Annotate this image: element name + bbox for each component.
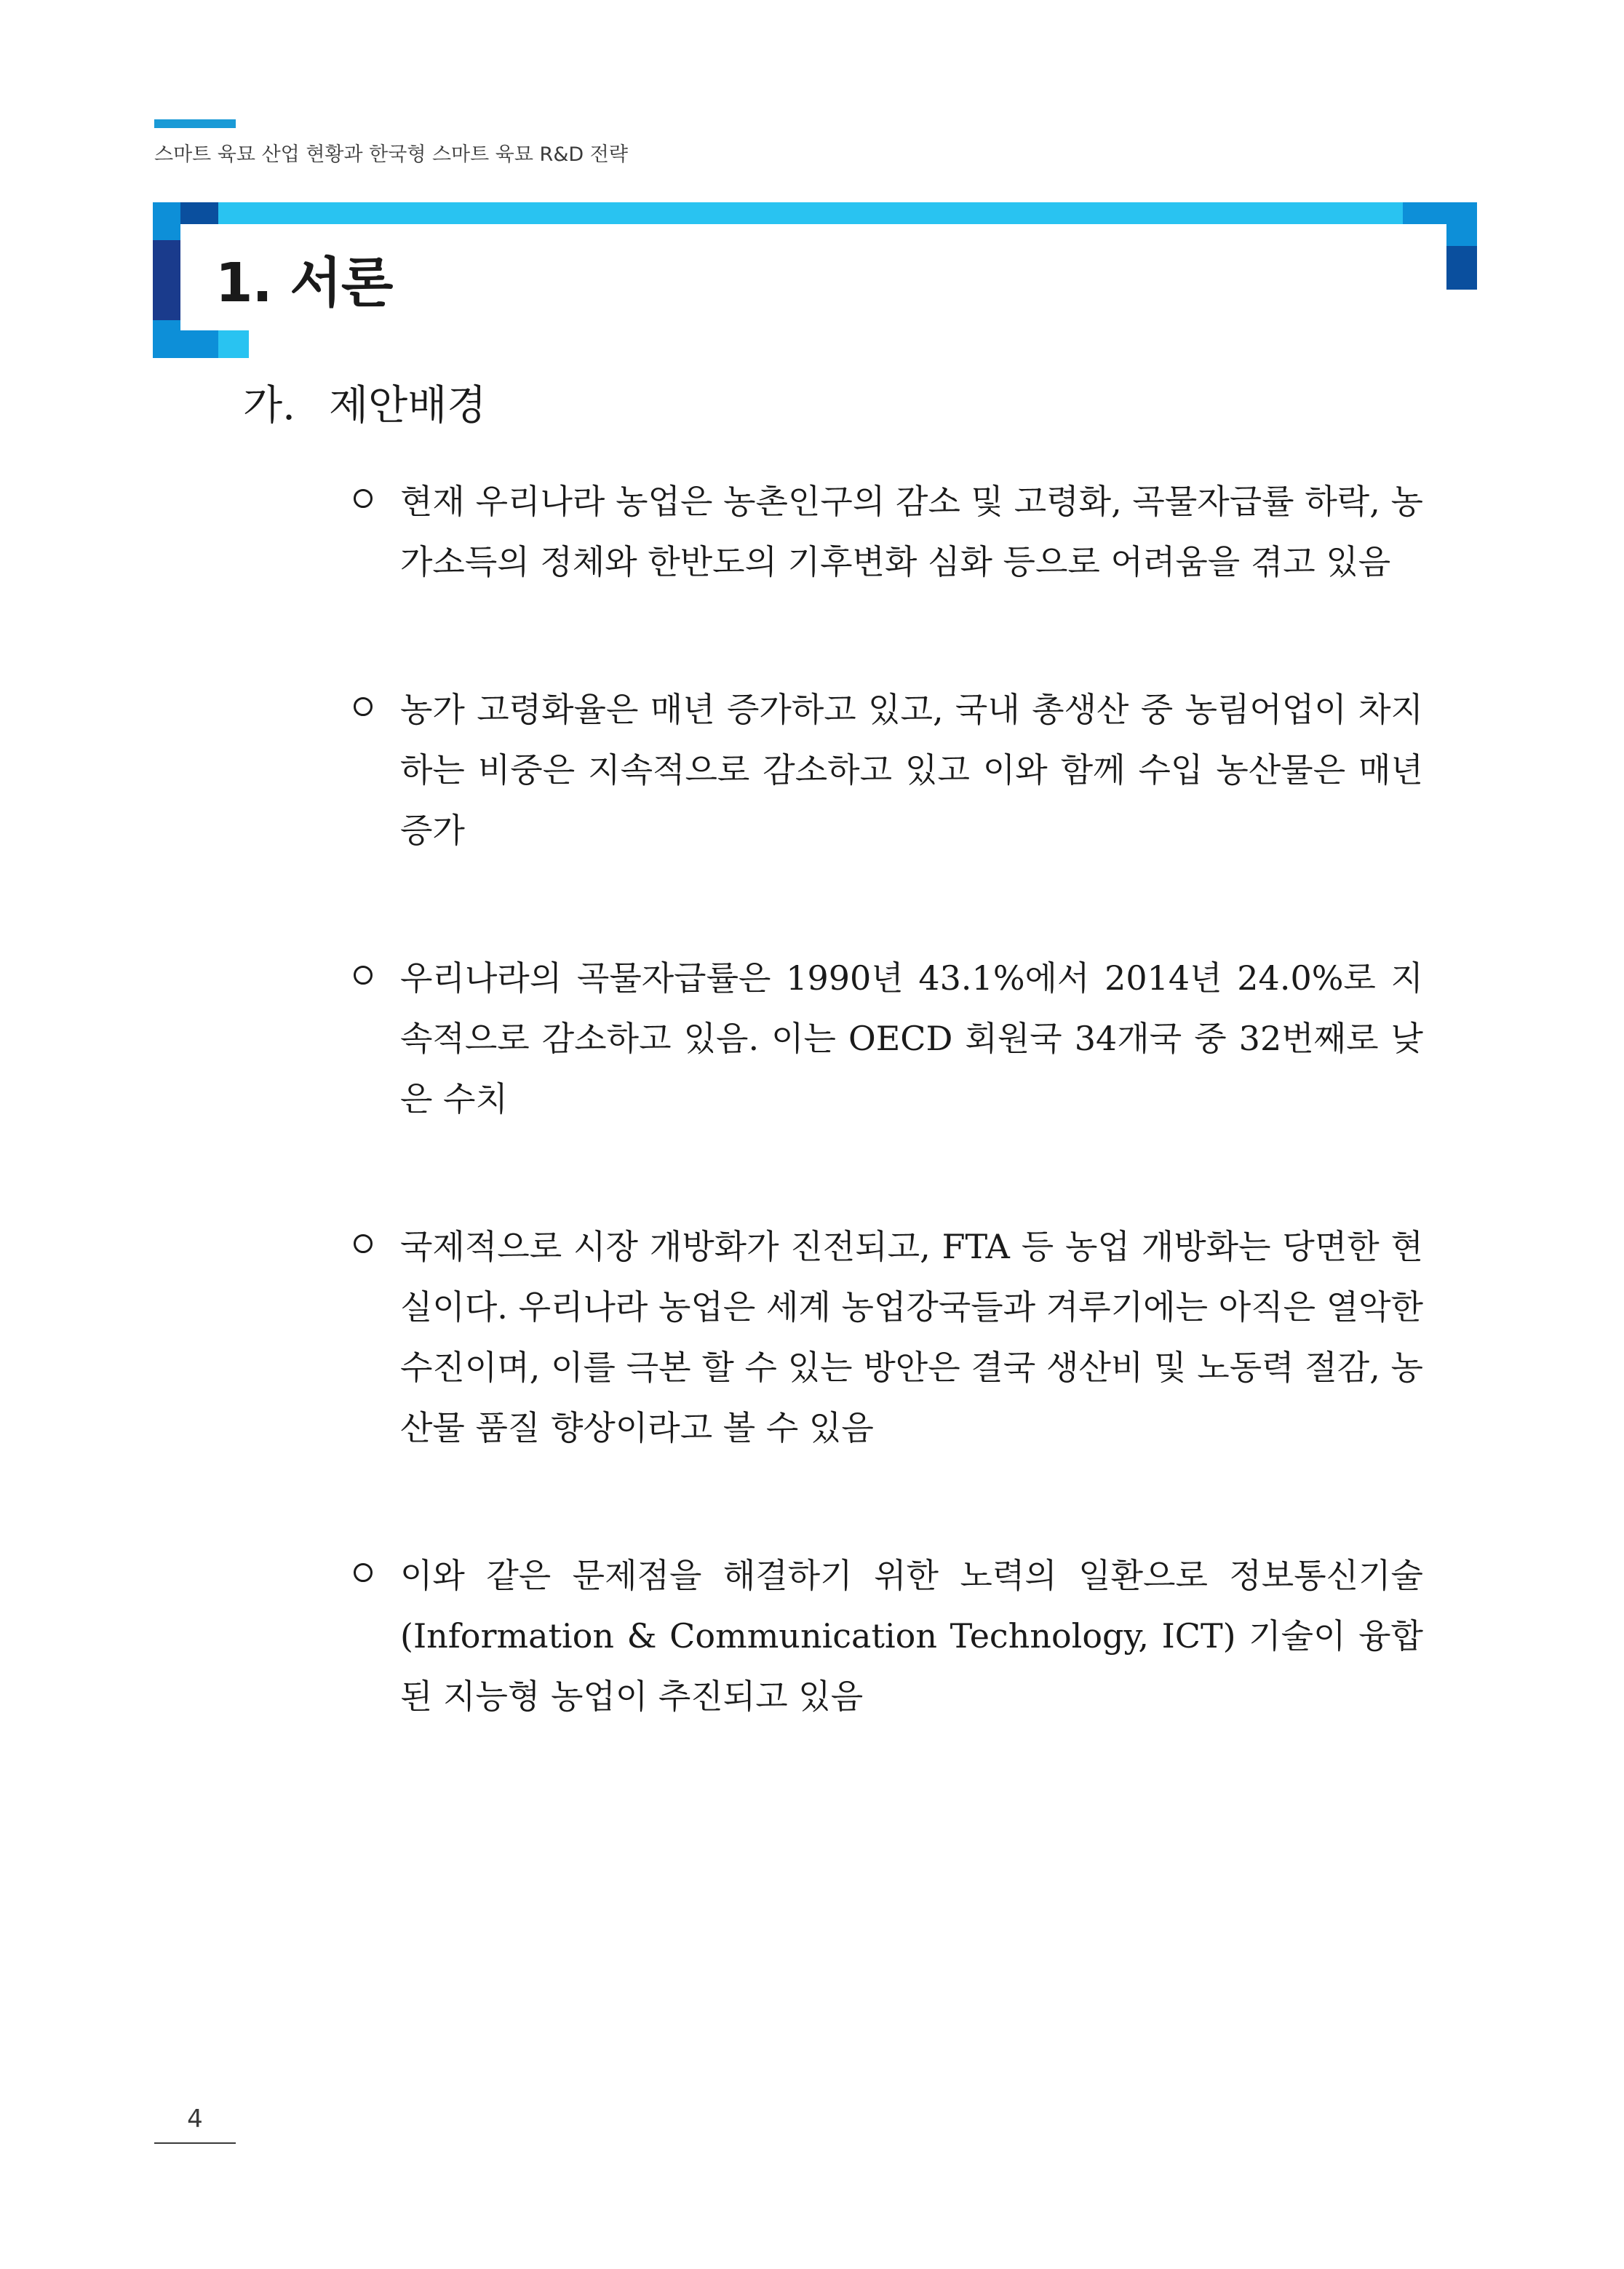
list-item — [349, 1546, 1423, 1727]
page-number-rule — [154, 2142, 236, 2144]
list-item — [349, 948, 1423, 1129]
section-number: 가. — [243, 382, 295, 429]
list-item — [349, 1217, 1423, 1458]
circle-bullet-icon — [354, 489, 373, 508]
banner-right-bar-top — [1446, 202, 1477, 246]
chapter-title: 1. 서론 — [215, 252, 393, 314]
list-item — [349, 472, 1423, 592]
section-heading — [243, 373, 486, 432]
running-header-title: 스마트 육묘 산업 현황과 한국형 스마트 육묘 R&D 전략 — [154, 143, 628, 166]
circle-bullet-icon — [354, 966, 373, 985]
bullet-text: 우리나라의 곡물자급률은 1990년 43.1%에서 2014년 24.0%로 지속적으로 감소하고 있음. 이는 OECD 회원국 34개국 중 32번째로 낮은 수치 — [400, 958, 1423, 1118]
bullet-list — [349, 472, 1423, 1727]
banner-left-bar-dark — [153, 240, 180, 320]
page-number: 4 — [187, 2105, 203, 2134]
bullet-text: 현재 우리나라 농업은 농촌인구의 감소 및 고령화, 곡물자급률 하락, 농가소득의 정체와 한반도의 기후변화 심화 등으로 어려움을 겪고 있음 — [400, 482, 1423, 581]
bullet-text: 이와 같은 문제점을 해결하기 위한 노력의 일환으로 정보통신기술(Information & Communication Technology, ICT) 기술이 융합된 지능형 농업이 추진되고 있음 — [400, 1556, 1423, 1716]
banner-bottom-bar-mid — [153, 330, 218, 358]
section-title: 제안배경 — [329, 382, 487, 429]
bullet-text: 농가 고령화율은 매년 증가하고 있고, 국내 총생산 중 농림어업이 차지하는 비중은 지속적으로 감소하고 있고 이와 함께 수입 농산물은 매년 증가 — [400, 690, 1423, 850]
circle-bullet-icon — [354, 1234, 373, 1253]
circle-bullet-icon — [354, 1563, 373, 1582]
list-item — [349, 680, 1423, 861]
bullet-text: 국제적으로 시장 개방화가 진전되고, FTA 등 농업 개방화는 당면한 현실이다. 우리나라 농업은 세계 농업강국들과 겨루기에는 아직은 열악한 수진이며, 이를 극본 할 수 있는 방안은 결국 생산비 및 노동력 절감, 농산물 품질 향상이라고 볼 수 있음 — [400, 1227, 1423, 1447]
circle-bullet-icon — [354, 697, 373, 716]
header-accent-bar — [154, 119, 236, 128]
banner-top-bar — [153, 202, 1477, 224]
